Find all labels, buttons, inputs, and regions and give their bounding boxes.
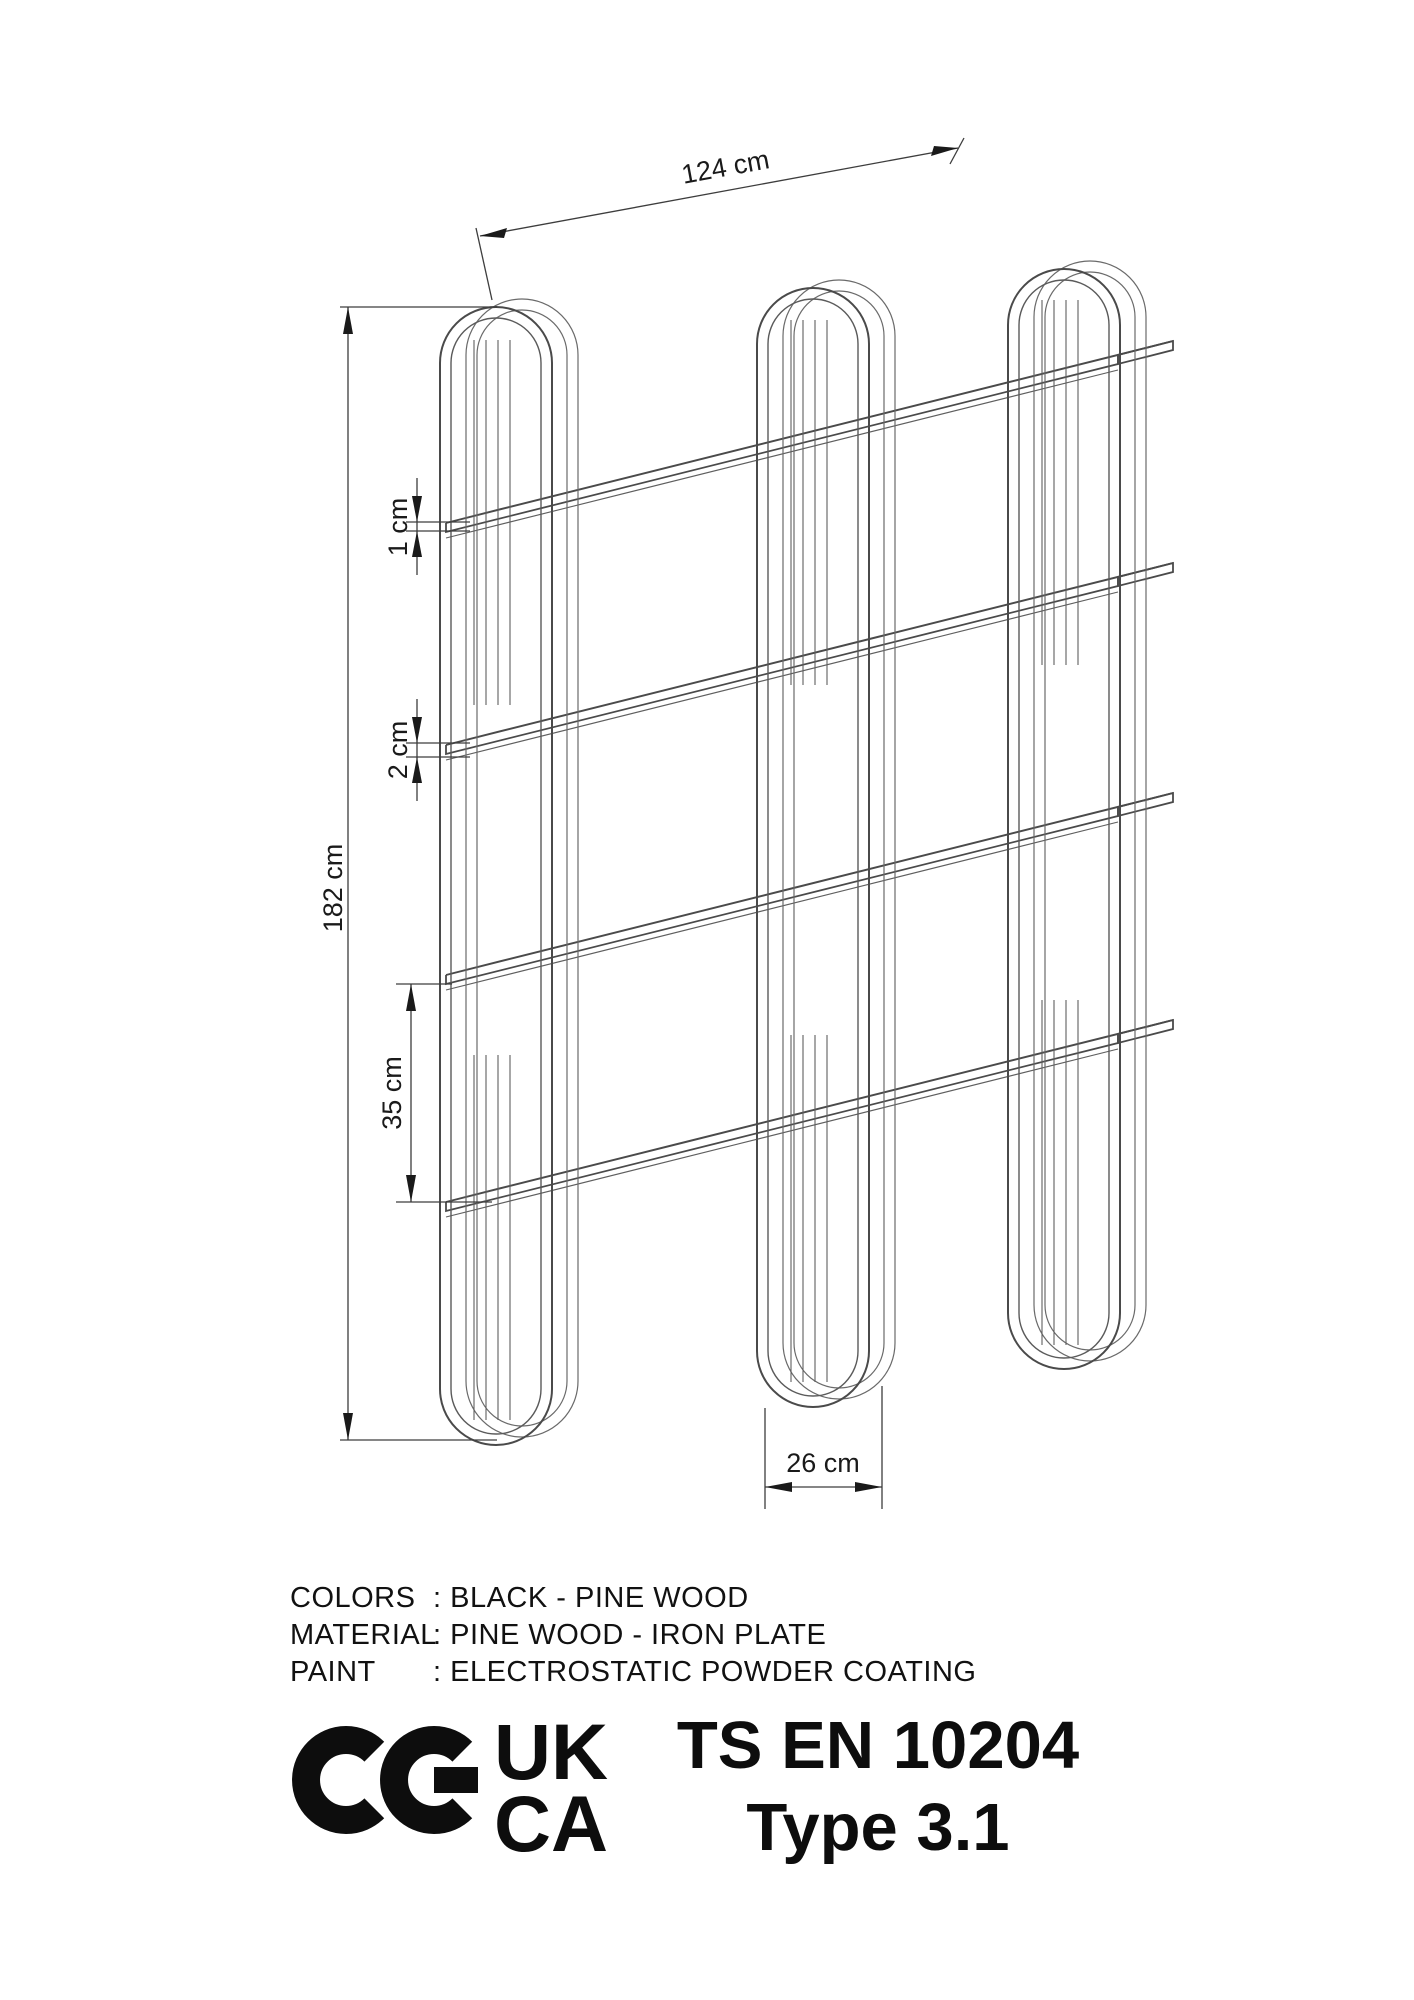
ce-mark-icon: [306, 1740, 478, 1820]
dim-width: [476, 138, 964, 300]
dim-depth: [765, 1386, 882, 1509]
ukca-bottom-text: CA: [494, 1779, 609, 1868]
shelf-2: [446, 563, 1173, 760]
dim-frame-gap-label: 2 cm: [383, 720, 413, 780]
standard-type-text: Type 3.1: [746, 1790, 1010, 1865]
shelf-1: [446, 341, 1173, 538]
leg-left-rods: [474, 340, 510, 1420]
dim-width-label: 124 cm: [679, 144, 772, 190]
spec-label-colors: COLORS: [290, 1582, 416, 1614]
dim-depth-label: 26 cm: [786, 1448, 860, 1478]
dim-shelf-thickness: [383, 478, 470, 575]
spec-value-material: : PINE WOOD - IRON PLATE: [433, 1619, 827, 1651]
leg-left: [440, 299, 578, 1445]
spec-label-paint: PAINT: [290, 1656, 376, 1688]
dim-shelf-spacing-label: 35 cm: [377, 1056, 407, 1130]
dim-height: [318, 307, 497, 1440]
specs-table: [290, 1582, 976, 1688]
ukca-top-text: UK: [494, 1707, 609, 1796]
dim-shelf-thickness-label: 1 cm: [383, 497, 413, 557]
dim-shelf-spacing: [377, 984, 492, 1202]
spec-label-material: MATERIAL: [290, 1619, 437, 1651]
dim-frame-gap: [383, 699, 470, 801]
spec-value-colors: : BLACK - PINE WOOD: [433, 1582, 749, 1614]
leg-middle-rods: [791, 320, 827, 1382]
shelf-3: [446, 793, 1173, 990]
shelf-4: [446, 1020, 1173, 1217]
ukca-mark-icon: [494, 1707, 608, 1868]
standard-text: TS EN 10204: [676, 1708, 1080, 1783]
leg-right-rods: [1042, 300, 1078, 1345]
dim-height-label: 182 cm: [318, 843, 348, 933]
spec-value-paint: : ELECTROSTATIC POWDER COATING: [433, 1656, 977, 1688]
